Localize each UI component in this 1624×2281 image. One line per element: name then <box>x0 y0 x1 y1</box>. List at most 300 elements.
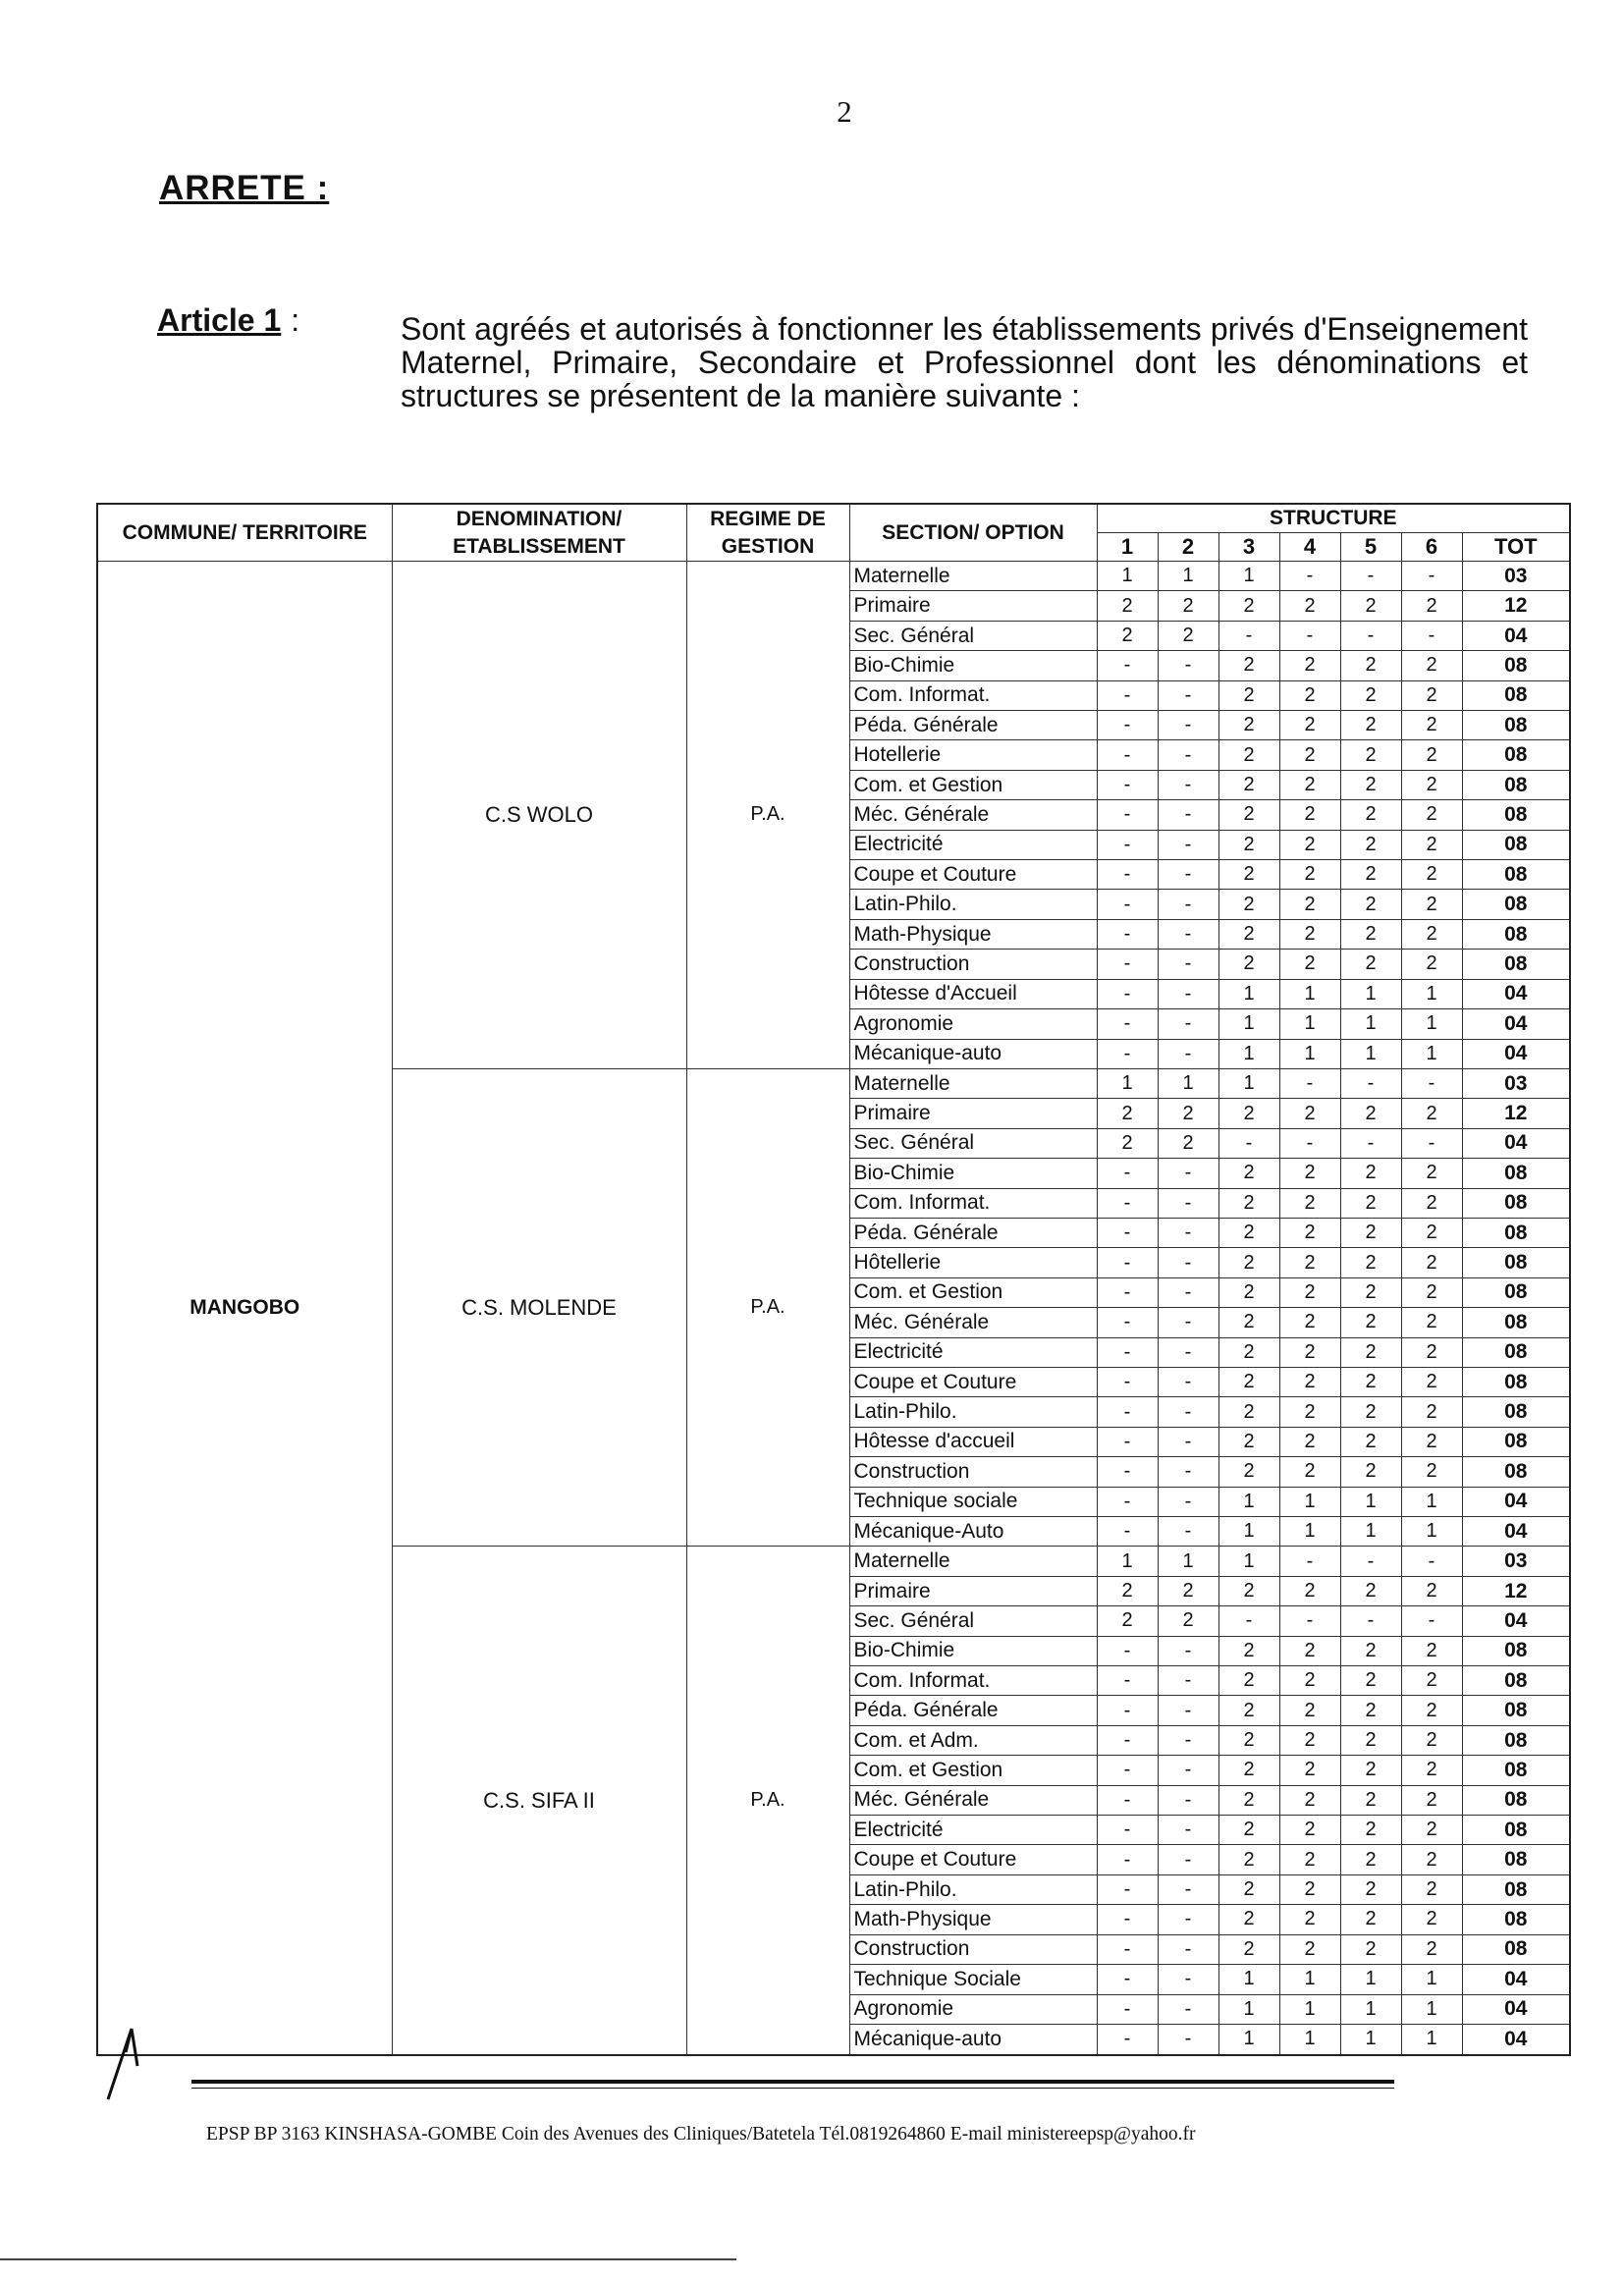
year-4-cell: 2 <box>1279 680 1340 710</box>
establishment-cell: C.S. SIFA II <box>392 1547 686 2055</box>
option-cell: Technique sociale <box>849 1487 1097 1516</box>
year-1-cell: - <box>1097 1039 1158 1068</box>
year-5-cell: 2 <box>1340 1934 1401 1964</box>
year-2-cell: - <box>1158 950 1218 979</box>
year-2-cell: - <box>1158 1666 1218 1696</box>
option-cell: Agronomie <box>849 1994 1097 2024</box>
year-2-cell: - <box>1158 830 1218 859</box>
year-3-cell: 2 <box>1218 1188 1279 1218</box>
year-3-cell: 2 <box>1218 1397 1279 1427</box>
total-cell: 08 <box>1462 1905 1570 1934</box>
total-cell: 12 <box>1462 1099 1570 1128</box>
year-1-cell: 2 <box>1097 621 1158 650</box>
year-5-cell: 1 <box>1340 1487 1401 1516</box>
year-3-cell: 2 <box>1218 711 1279 740</box>
year-1-cell: - <box>1097 1696 1158 1725</box>
year-6-cell: 1 <box>1401 979 1462 1008</box>
year-1-cell: - <box>1097 1636 1158 1665</box>
year-2-cell: - <box>1158 1756 1218 1785</box>
year-5-cell: 2 <box>1340 1427 1401 1456</box>
year-1-cell: - <box>1097 919 1158 949</box>
year-1-cell: 1 <box>1097 562 1158 591</box>
year-1-cell: - <box>1097 1248 1158 1277</box>
establishment-cell: C.S. MOLENDE <box>392 1068 686 1547</box>
total-cell: 08 <box>1462 1756 1570 1785</box>
year-3-cell: 2 <box>1218 860 1279 890</box>
footer-address: EPSP BP 3163 KINSHASA-GOMBE Coin des Avenues des Cliniques/Batetela Tél.0819264860 E-mail ministereepsp@yahoo.fr <box>206 2124 1196 2145</box>
year-4-cell: 1 <box>1279 1517 1340 1547</box>
year-6-cell: 2 <box>1401 1785 1462 1815</box>
year-1-cell: - <box>1097 1397 1158 1427</box>
year-3-cell: 2 <box>1218 1427 1279 1456</box>
total-cell: 08 <box>1462 860 1570 890</box>
year-4-cell: 2 <box>1279 1666 1340 1696</box>
year-4-cell: 2 <box>1279 1367 1340 1396</box>
year-1-cell: - <box>1097 979 1158 1008</box>
total-cell: 08 <box>1462 1636 1570 1665</box>
year-1-cell: 2 <box>1097 1576 1158 1605</box>
year-6-cell: 2 <box>1401 860 1462 890</box>
year-3-cell: 2 <box>1218 950 1279 979</box>
year-1-cell: 2 <box>1097 1099 1158 1128</box>
option-cell: Coupe et Couture <box>849 1367 1097 1396</box>
year-5-cell: 1 <box>1340 2024 1401 2055</box>
year-4-cell: 2 <box>1279 1785 1340 1815</box>
year-2-cell: - <box>1158 1218 1218 1247</box>
year-3-cell: 2 <box>1218 1248 1279 1277</box>
year-5-cell: 2 <box>1340 1188 1401 1218</box>
year-5-cell: 1 <box>1340 1009 1401 1039</box>
year-1-cell: - <box>1097 740 1158 770</box>
year-6-cell: 2 <box>1401 1845 1462 1874</box>
year-5-cell: 2 <box>1340 919 1401 949</box>
year-5-cell: 2 <box>1340 860 1401 890</box>
year-6-cell: 2 <box>1401 591 1462 621</box>
article-text: Sont agréés et autorisés à fonctionner les établissements privés d'Enseignement Maternel, Primaire, Secondaire et Professionnel dont les dénominations et structures se présentent de la manière suivante : <box>401 311 1528 413</box>
year-3-cell: 2 <box>1218 1934 1279 1964</box>
year-6-cell: 1 <box>1401 2024 1462 2055</box>
year-6-cell: 2 <box>1401 950 1462 979</box>
year-2-cell: 2 <box>1158 591 1218 621</box>
header-year-2: 2 <box>1158 533 1218 562</box>
year-3-cell: 1 <box>1218 1994 1279 2024</box>
year-2-cell: - <box>1158 979 1218 1008</box>
year-2-cell: 2 <box>1158 1128 1218 1158</box>
year-2-cell: - <box>1158 1457 1218 1487</box>
total-cell: 08 <box>1462 1785 1570 1815</box>
bottom-edge-rule <box>0 2258 736 2260</box>
year-5-cell: 2 <box>1340 740 1401 770</box>
year-4-cell: - <box>1279 1068 1340 1098</box>
year-2-cell: - <box>1158 1277 1218 1307</box>
year-3-cell: 2 <box>1218 1816 1279 1845</box>
year-2-cell: - <box>1158 1845 1218 1874</box>
option-cell: Electricité <box>849 830 1097 859</box>
total-cell: 08 <box>1462 770 1570 799</box>
year-3-cell: 2 <box>1218 1696 1279 1725</box>
year-4-cell: - <box>1279 1128 1340 1158</box>
year-4-cell: 2 <box>1279 1756 1340 1785</box>
year-2-cell: - <box>1158 680 1218 710</box>
commune-cell: MANGOBO <box>97 562 392 2056</box>
total-cell: 08 <box>1462 651 1570 680</box>
year-5-cell: - <box>1340 621 1401 650</box>
year-5-cell: - <box>1340 562 1401 591</box>
year-4-cell: 2 <box>1279 1159 1340 1188</box>
year-2-cell: - <box>1158 1636 1218 1665</box>
total-cell: 08 <box>1462 1188 1570 1218</box>
total-cell: 08 <box>1462 1397 1570 1427</box>
year-6-cell: 2 <box>1401 1934 1462 1964</box>
option-cell: Technique Sociale <box>849 1965 1097 1994</box>
year-1-cell: 2 <box>1097 1128 1158 1158</box>
option-cell: Maternelle <box>849 562 1097 591</box>
year-1-cell: - <box>1097 770 1158 799</box>
total-cell: 04 <box>1462 1606 1570 1636</box>
option-cell: Mécanique-auto <box>849 1039 1097 1068</box>
footer-rule-thick <box>191 2080 1394 2084</box>
year-6-cell: - <box>1401 1606 1462 1636</box>
option-cell: Primaire <box>849 591 1097 621</box>
year-2-cell: 1 <box>1158 1547 1218 1576</box>
year-2-cell: - <box>1158 890 1218 919</box>
year-3-cell: 2 <box>1218 1367 1279 1396</box>
year-3-cell: 2 <box>1218 770 1279 799</box>
year-2-cell: - <box>1158 2024 1218 2055</box>
year-5-cell: 2 <box>1340 1367 1401 1396</box>
year-3-cell: - <box>1218 1606 1279 1636</box>
total-cell: 04 <box>1462 2024 1570 2055</box>
year-1-cell: - <box>1097 860 1158 890</box>
option-cell: Com. Informat. <box>849 680 1097 710</box>
option-cell: Bio-Chimie <box>849 651 1097 680</box>
year-6-cell: - <box>1401 562 1462 591</box>
option-cell: Latin-Philo. <box>849 890 1097 919</box>
option-cell: Mécanique-auto <box>849 2024 1097 2055</box>
option-cell: Bio-Chimie <box>849 1636 1097 1665</box>
year-1-cell: - <box>1097 1816 1158 1845</box>
year-5-cell: 2 <box>1340 1816 1401 1845</box>
year-5-cell: - <box>1340 1606 1401 1636</box>
header-structure: STRUCTURE <box>1097 504 1570 533</box>
year-6-cell: 2 <box>1401 680 1462 710</box>
option-cell: Construction <box>849 950 1097 979</box>
year-6-cell: - <box>1401 1547 1462 1576</box>
year-1-cell: - <box>1097 1308 1158 1337</box>
year-2-cell: - <box>1158 1367 1218 1396</box>
signature-mark <box>98 2023 167 2106</box>
total-cell: 03 <box>1462 1547 1570 1576</box>
year-4-cell: 2 <box>1279 919 1340 949</box>
year-1-cell: - <box>1097 1965 1158 1994</box>
page-number: 2 <box>837 94 852 129</box>
total-cell: 08 <box>1462 1457 1570 1487</box>
year-4-cell: 2 <box>1279 1874 1340 1904</box>
year-3-cell: 1 <box>1218 1487 1279 1516</box>
year-3-cell: 2 <box>1218 1756 1279 1785</box>
year-4-cell: 2 <box>1279 950 1340 979</box>
year-4-cell: 2 <box>1279 1427 1340 1456</box>
year-6-cell: 2 <box>1401 1248 1462 1277</box>
year-3-cell: 1 <box>1218 562 1279 591</box>
year-3-cell: 1 <box>1218 1965 1279 1994</box>
year-2-cell: - <box>1158 1308 1218 1337</box>
total-cell: 04 <box>1462 1517 1570 1547</box>
year-3-cell: 2 <box>1218 1218 1279 1247</box>
total-cell: 08 <box>1462 919 1570 949</box>
header-year-1: 1 <box>1097 533 1158 562</box>
year-5-cell: 2 <box>1340 830 1401 859</box>
year-1-cell: - <box>1097 1785 1158 1815</box>
year-2-cell: - <box>1158 1934 1218 1964</box>
total-cell: 08 <box>1462 1159 1570 1188</box>
year-5-cell: 2 <box>1340 1636 1401 1665</box>
total-cell: 08 <box>1462 800 1570 830</box>
option-cell: Maternelle <box>849 1068 1097 1098</box>
year-4-cell: - <box>1279 562 1340 591</box>
year-2-cell: - <box>1158 1009 1218 1039</box>
year-3-cell: 2 <box>1218 680 1279 710</box>
year-6-cell: 2 <box>1401 1636 1462 1665</box>
year-5-cell: 2 <box>1340 651 1401 680</box>
year-6-cell: 2 <box>1401 830 1462 859</box>
year-3-cell: 2 <box>1218 1874 1279 1904</box>
year-5-cell: 2 <box>1340 591 1401 621</box>
year-3-cell: 2 <box>1218 1457 1279 1487</box>
year-4-cell: 2 <box>1279 860 1340 890</box>
year-3-cell: 1 <box>1218 1009 1279 1039</box>
total-cell: 08 <box>1462 1218 1570 1247</box>
year-2-cell: - <box>1158 1905 1218 1934</box>
year-3-cell: 2 <box>1218 591 1279 621</box>
option-cell: Math-Physique <box>849 919 1097 949</box>
header-year-6: 6 <box>1401 533 1462 562</box>
option-cell: Latin-Philo. <box>849 1397 1097 1427</box>
year-2-cell: - <box>1158 1188 1218 1218</box>
year-3-cell: 2 <box>1218 1905 1279 1934</box>
year-3-cell: 2 <box>1218 890 1279 919</box>
year-1-cell: - <box>1097 1427 1158 1456</box>
year-3-cell: 1 <box>1218 1547 1279 1576</box>
total-cell: 04 <box>1462 1128 1570 1158</box>
year-5-cell: 2 <box>1340 1248 1401 1277</box>
year-3-cell: 2 <box>1218 1636 1279 1665</box>
year-1-cell: - <box>1097 950 1158 979</box>
option-cell: Maternelle <box>849 1547 1097 1576</box>
option-cell: Sec. Général <box>849 1128 1097 1158</box>
header-commune: COMMUNE/ TERRITOIRE <box>97 504 392 562</box>
year-5-cell: 2 <box>1340 890 1401 919</box>
option-cell: Hotellerie <box>849 740 1097 770</box>
year-6-cell: 2 <box>1401 1457 1462 1487</box>
year-1-cell: - <box>1097 1666 1158 1696</box>
total-cell: 08 <box>1462 711 1570 740</box>
total-cell: 08 <box>1462 740 1570 770</box>
year-1-cell: 1 <box>1097 1068 1158 1098</box>
year-3-cell: 2 <box>1218 800 1279 830</box>
total-cell: 08 <box>1462 1337 1570 1367</box>
option-cell: Math-Physique <box>849 1905 1097 1934</box>
year-4-cell: - <box>1279 1606 1340 1636</box>
total-cell: 08 <box>1462 1845 1570 1874</box>
year-6-cell: 1 <box>1401 1009 1462 1039</box>
year-4-cell: 2 <box>1279 1905 1340 1934</box>
total-cell: 03 <box>1462 1068 1570 1098</box>
table-row <box>97 562 1570 591</box>
year-1-cell: - <box>1097 711 1158 740</box>
year-6-cell: 1 <box>1401 1994 1462 2024</box>
year-4-cell: 2 <box>1279 1934 1340 1964</box>
total-cell: 12 <box>1462 591 1570 621</box>
year-5-cell: 2 <box>1340 950 1401 979</box>
year-4-cell: 2 <box>1279 1696 1340 1725</box>
year-1-cell: - <box>1097 1188 1158 1218</box>
option-cell: Méc. Générale <box>849 1308 1097 1337</box>
option-cell: Péda. Générale <box>849 1696 1097 1725</box>
year-1-cell: 2 <box>1097 591 1158 621</box>
year-5-cell: 2 <box>1340 1845 1401 1874</box>
option-cell: Primaire <box>849 1576 1097 1605</box>
year-3-cell: 2 <box>1218 1666 1279 1696</box>
year-2-cell: - <box>1158 1725 1218 1755</box>
year-4-cell: 2 <box>1279 1218 1340 1247</box>
total-cell: 04 <box>1462 1039 1570 1068</box>
option-cell: Com. Informat. <box>849 1666 1097 1696</box>
year-6-cell: - <box>1401 621 1462 650</box>
year-3-cell: 1 <box>1218 1068 1279 1098</box>
year-5-cell: 1 <box>1340 1994 1401 2024</box>
year-4-cell: 2 <box>1279 711 1340 740</box>
year-2-cell: - <box>1158 1994 1218 2024</box>
regime-cell: P.A. <box>686 562 849 1069</box>
year-6-cell: 2 <box>1401 1367 1462 1396</box>
year-6-cell: 2 <box>1401 1308 1462 1337</box>
header-year-5: 5 <box>1340 533 1401 562</box>
year-2-cell: 2 <box>1158 621 1218 650</box>
total-cell: 08 <box>1462 1427 1570 1456</box>
option-cell: Construction <box>849 1457 1097 1487</box>
year-1-cell: - <box>1097 1994 1158 2024</box>
year-1-cell: - <box>1097 890 1158 919</box>
header-year-4: 4 <box>1279 533 1340 562</box>
year-5-cell: 2 <box>1340 1905 1401 1934</box>
year-1-cell: 2 <box>1097 1606 1158 1636</box>
year-3-cell: 2 <box>1218 651 1279 680</box>
year-6-cell: 2 <box>1401 1277 1462 1307</box>
year-4-cell: 2 <box>1279 1308 1340 1337</box>
total-cell: 04 <box>1462 1009 1570 1039</box>
year-3-cell: 2 <box>1218 740 1279 770</box>
total-cell: 04 <box>1462 621 1570 650</box>
year-4-cell: - <box>1279 1547 1340 1576</box>
year-4-cell: 1 <box>1279 1994 1340 2024</box>
header-regime: REGIME DE GESTION <box>686 504 849 562</box>
year-5-cell: 2 <box>1340 711 1401 740</box>
year-3-cell: 2 <box>1218 1308 1279 1337</box>
year-5-cell: 2 <box>1340 1666 1401 1696</box>
structures-table <box>96 503 1571 2056</box>
year-5-cell: 2 <box>1340 1397 1401 1427</box>
year-4-cell: 2 <box>1279 1099 1340 1128</box>
year-3-cell: 1 <box>1218 979 1279 1008</box>
total-cell: 04 <box>1462 1965 1570 1994</box>
year-2-cell: - <box>1158 1965 1218 1994</box>
year-4-cell: 2 <box>1279 1277 1340 1307</box>
option-cell: Primaire <box>849 1099 1097 1128</box>
year-2-cell: - <box>1158 1397 1218 1427</box>
year-3-cell: 2 <box>1218 1785 1279 1815</box>
year-5-cell: 1 <box>1340 1965 1401 1994</box>
option-cell: Com. et Gestion <box>849 1277 1097 1307</box>
footer-rule-thin <box>191 2088 1394 2089</box>
total-cell: 08 <box>1462 1696 1570 1725</box>
year-1-cell: 1 <box>1097 1547 1158 1576</box>
year-6-cell: - <box>1401 1128 1462 1158</box>
year-6-cell: 1 <box>1401 1965 1462 1994</box>
year-4-cell: - <box>1279 621 1340 650</box>
year-4-cell: 1 <box>1279 1039 1340 1068</box>
year-6-cell: 1 <box>1401 1517 1462 1547</box>
year-6-cell: 2 <box>1401 711 1462 740</box>
year-4-cell: 2 <box>1279 1188 1340 1218</box>
year-4-cell: 2 <box>1279 1397 1340 1427</box>
option-cell: Bio-Chimie <box>849 1159 1097 1188</box>
year-5-cell: 2 <box>1340 1159 1401 1188</box>
option-cell: Péda. Générale <box>849 1218 1097 1247</box>
year-4-cell: 2 <box>1279 1845 1340 1874</box>
year-2-cell: - <box>1158 1487 1218 1516</box>
year-5-cell: 1 <box>1340 1517 1401 1547</box>
option-cell: Sec. Général <box>849 1606 1097 1636</box>
year-3-cell: 2 <box>1218 1099 1279 1128</box>
year-2-cell: 2 <box>1158 1576 1218 1605</box>
total-cell: 08 <box>1462 1248 1570 1277</box>
year-3-cell: 1 <box>1218 1517 1279 1547</box>
year-4-cell: 1 <box>1279 1009 1340 1039</box>
total-cell: 12 <box>1462 1576 1570 1605</box>
year-2-cell: - <box>1158 1785 1218 1815</box>
year-4-cell: 2 <box>1279 1457 1340 1487</box>
year-4-cell: 1 <box>1279 1965 1340 1994</box>
year-5-cell: 2 <box>1340 1457 1401 1487</box>
year-6-cell: 2 <box>1401 1159 1462 1188</box>
year-1-cell: - <box>1097 1159 1158 1188</box>
year-5-cell: - <box>1340 1547 1401 1576</box>
year-3-cell: 2 <box>1218 1277 1279 1307</box>
year-1-cell: - <box>1097 680 1158 710</box>
regime-cell: P.A. <box>686 1547 849 2055</box>
option-cell: Com. et Adm. <box>849 1725 1097 1755</box>
option-cell: Agronomie <box>849 1009 1097 1039</box>
year-2-cell: - <box>1158 1248 1218 1277</box>
total-cell: 08 <box>1462 1874 1570 1904</box>
year-6-cell: 2 <box>1401 770 1462 799</box>
year-6-cell: 2 <box>1401 1427 1462 1456</box>
year-5-cell: 2 <box>1340 1099 1401 1128</box>
year-2-cell: - <box>1158 1696 1218 1725</box>
year-6-cell: 1 <box>1401 1487 1462 1516</box>
header-section: SECTION/ OPTION <box>849 504 1097 562</box>
year-4-cell: 2 <box>1279 1636 1340 1665</box>
year-5-cell: 2 <box>1340 1308 1401 1337</box>
year-6-cell: 2 <box>1401 740 1462 770</box>
year-5-cell: 2 <box>1340 1576 1401 1605</box>
total-cell: 08 <box>1462 890 1570 919</box>
year-4-cell: 2 <box>1279 651 1340 680</box>
year-5-cell: 1 <box>1340 1039 1401 1068</box>
header-denomination: DENOMINATION/ ETABLISSEMENT <box>392 504 686 562</box>
year-4-cell: 2 <box>1279 1576 1340 1605</box>
